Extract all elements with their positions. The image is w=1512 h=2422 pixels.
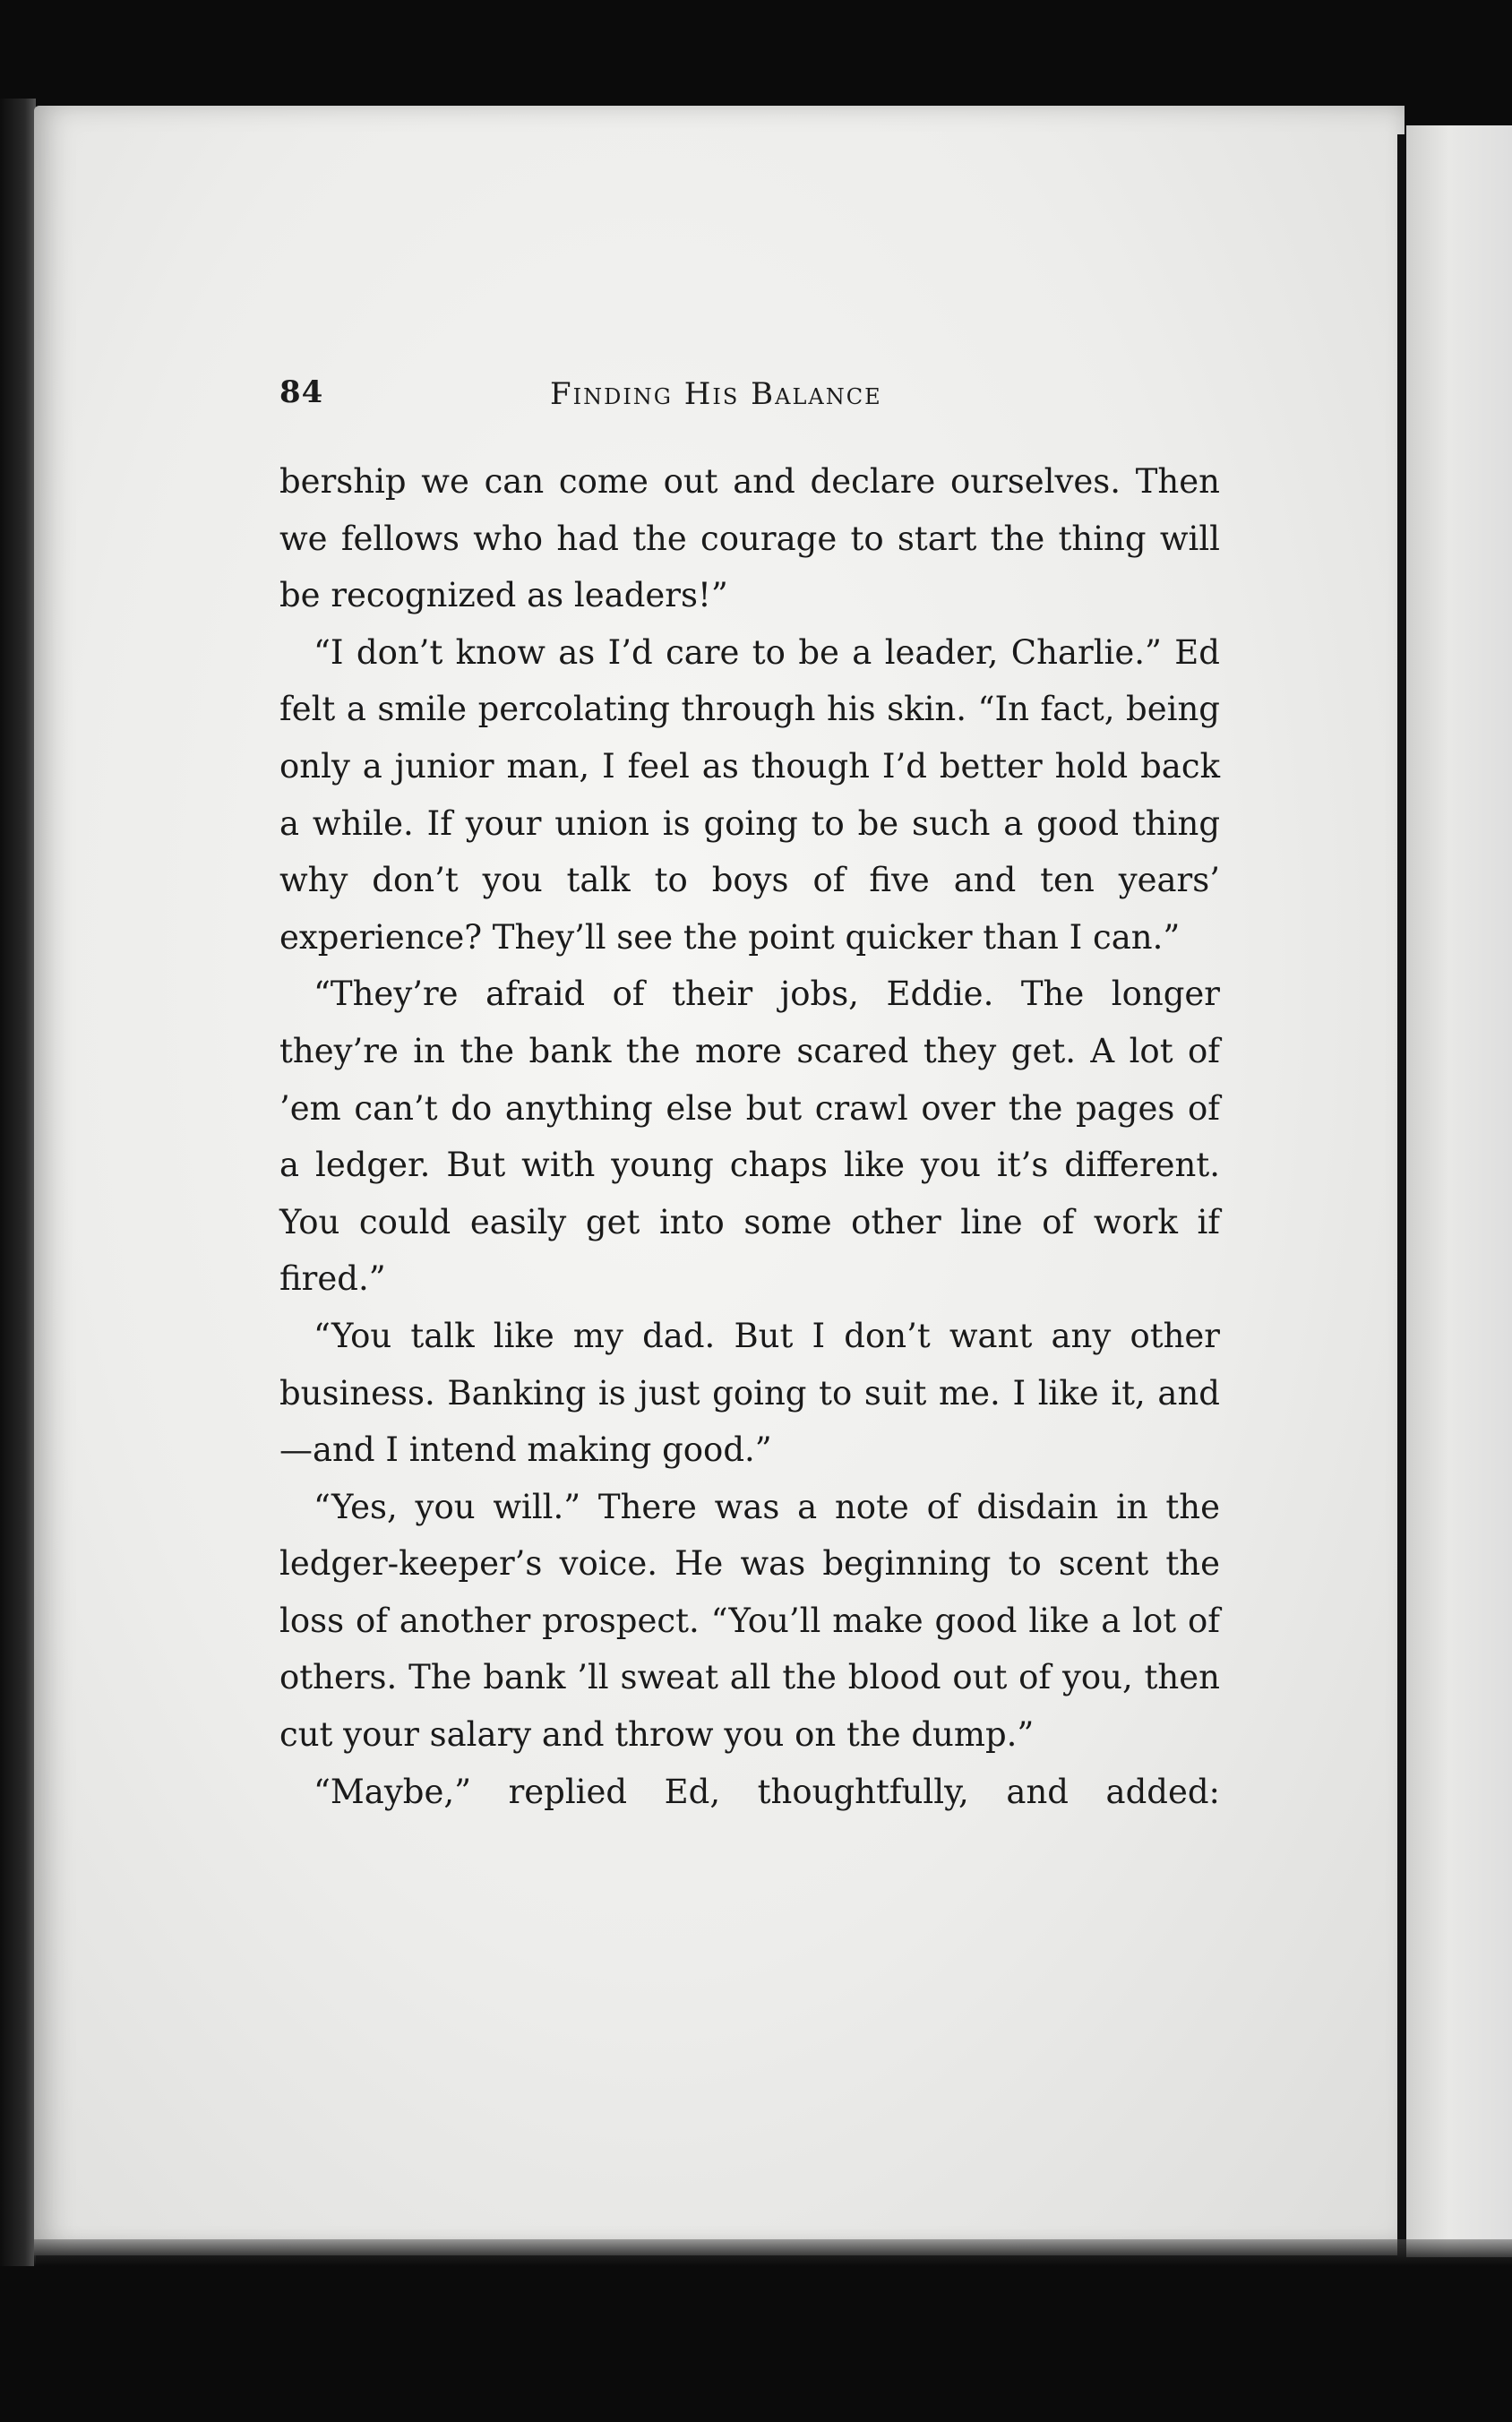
book-spine-edge [0,99,36,2266]
paragraph-last: “Maybe,” replied Ed, thoughtfully, and added: [314,1772,1220,1811]
paragraph-continuation: bership we can come out and declare ourselves. Then we fellows who had the courage to start the thing will be recognized as leaders!” [279,462,1220,615]
running-head [279,374,1229,428]
page-number: 84 [279,374,324,410]
running-title: Finding His Balance [550,376,882,412]
paragraph: “Yes, you will.” There was a note of disdain in the ledger-keeper’s voice. He was beginning to scent the loss of another prospect. “You’ll make good like a lot of others. The bank ’ll sweat all the blood out of you, then cut your salary and throw you on the dump.” [279,1487,1220,1755]
paragraph: “I don’t know as I’d care to be a leader, Charlie.” Ed felt a smile percolating through his skin. “In fact, being only a junior man, I feel as though I’d better hold back a while. If your union is going to be such a good thing why don’t you talk to boys of five and ten years’ experience? They’ll see the point quicker than I can.” [279,632,1220,957]
page-gutter [1397,134,1406,2257]
page-bottom-shadow [34,2239,1512,2266]
body-text [279,453,1220,1820]
facing-page-edge [1406,125,1512,2257]
paragraph: “You talk like my dad. But I don’t want any other business. Banking is just going to suit me. I like it, and—and I intend making good.” [279,1316,1220,1470]
paragraph: “They’re afraid of their jobs, Eddie. The longer they’re in the bank the more scared they get. A lot of ’em can’t do anything else but crawl over the pages of a ledger. But with young chaps like you it’s different. You could easily get into some other line of work if fired.” [279,975,1220,1299]
